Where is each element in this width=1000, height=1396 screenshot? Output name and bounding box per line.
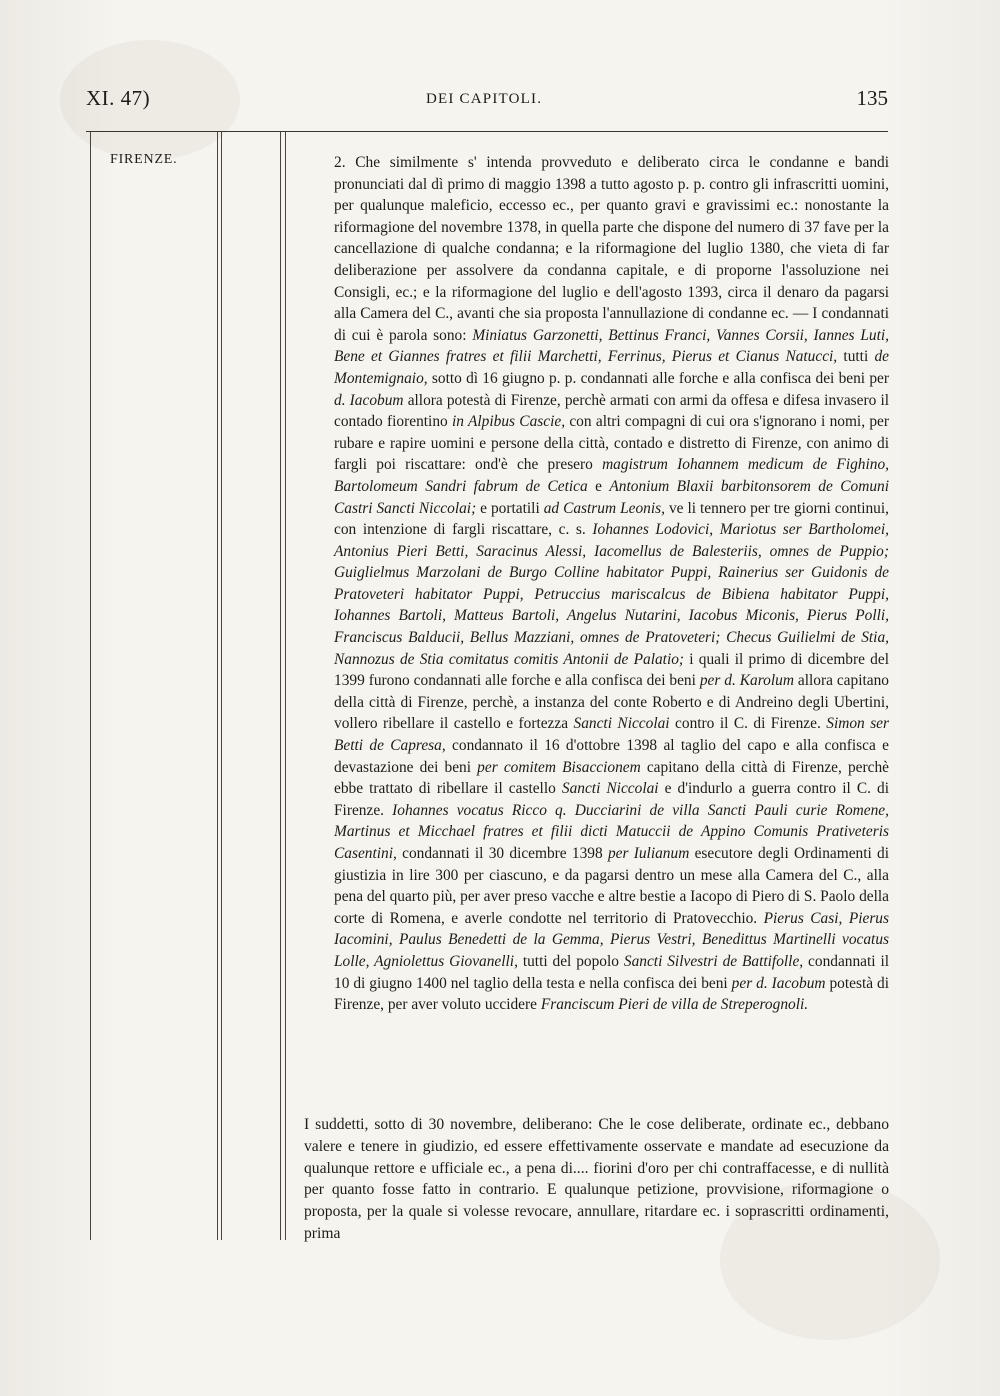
closing-paragraph: I suddetti, sotto di 30 novembre, deliberano: Che le cose deliberate, ordinate ec., debbano valere e tenere in giudizio, ed essere effettivamente osservate e mandate ad esecuzione da qualunque rettore e ufficiale ec., a pena di.... fiorini d'oro per chi contraffacesse, e di nullità per quanto fosse fatto in contrario. E qualunque petizione, provvisione, riformagione o proposta, per la quale si volesse revocare, annullare, ritardare ec. i soprascritti ordinamenti, prima — [304, 1116, 889, 1242]
text-run: i quali il primo di dicembre del 1399 furono condannati alle forche e alla confisca dei beni — [334, 650, 889, 690]
text-run: esecutore degli Ordinamenti di giustizia in lire 300 per ciascuno, e da pagarsi dentro un mese alla Camera del C., alla pena del quarto più, per aver preso vacche e altre bestie a Iacopo di Piero di S. Paolo della corte di Romena, e averle condotte nel territorio di Pratovecchio. — [334, 845, 890, 927]
text-run: allora potestà di Firenze, perchè armati con armi da offesa e difesa invasero il contado fiorentino — [334, 391, 889, 431]
text-run: potestà di Firenze, per aver voluto uccidere — [334, 974, 890, 1014]
column-rule — [280, 132, 281, 1240]
column-rule — [217, 132, 218, 1240]
italic-run: Iohannes Lodovici, Mariotus ser Bartholomei, Antonius Pieri Betti, Saracinus Alessi, Iacomellus de Balesteriis, omnes de Puppio; Guiglielmus Marzolani de Burgo Colline habitator Puppi, Rainerius ser Guidonis de Pratoveteri habitator Puppi, Petruccius mariscalcus de Bibiena habitator Puppi, Iohannes Bartoli, Matteus Bartoli, Angelus Nutarini, Iacobus Miconis, Pierus Polli, Franciscus Balducii, Bellus Mazziani, omnes de Pratoveteri; Checus Guilielmi de Stia, Nannozus de Stia comitatus comitis Antonii de Palatio; — [334, 521, 890, 668]
text-run: con altri compagni di cui ora s'ignorano i nomi, per rubare e rapire uomini e persone della città, contado e distretto di Firenze, con animo di fargli poi riscattare: ond'è che presero — [334, 413, 889, 474]
column-rule — [90, 132, 91, 1240]
text-run: condannati il 10 di giugno 1400 nel taglio della testa e nella confisca dei beni — [334, 952, 890, 992]
text-run: tutti — [837, 348, 875, 366]
text-run: e portatili — [476, 499, 544, 517]
text-run: condannato il 16 d'ottobre 1398 al taglio del capo e alla confisca e devastazione dei beni — [334, 737, 889, 776]
text-run: sotto dì 16 giugno p. p. condannati alle forche e alla confisca dei beni per — [427, 369, 889, 387]
paragraph-2 — [334, 152, 889, 1016]
italic-run: ad Castrum Leonis, — [543, 499, 665, 517]
margin-place-label: FIRENZE. — [110, 152, 178, 167]
italic-run: in Alpibus Cascie, — [452, 413, 566, 431]
page-number: 135 — [856, 86, 888, 110]
text-run: contro il C. di Firenze. — [669, 715, 827, 733]
text-run: ve li tennero per tre giorni continui, con intenzione di fargli riscattare, c. s. — [334, 499, 889, 539]
italic-run: per comitem Bisaccionem — [477, 758, 641, 776]
text-run: condannati il 30 dicembre 1398 — [396, 845, 608, 862]
running-title: DEI CAPITOLI. — [426, 91, 543, 107]
text-run: 2. Che similmente s' intenda provveduto e deliberato circa le condanne e bandi pronunciati dal dì primo di maggio 1398 a tutto agosto p. p. contro gli infrascritti uomini, per qualunque maleficio, eccesso ec., per quanto gravi e gravissimi ec.: nonostante la riformagione del novembre 1378, in quella parte che dispone del numero di 37 fave per la cancellazione di qualche condanna; e la riformagione del luglio 1380, che vieta di far deliberazione per assolvere da condanna capitale, e di proporne l'assoluzione nei Consigli, ec.; e la riformagione del luglio e dell'agosto 1393, circa il denaro da pagarsi alla Camera del C., avanti che sia proposta l'annullazione di condanne ec. — I condannati di cui è parola sono: — [334, 154, 889, 344]
italic-run: Sancti Niccolai — [573, 715, 670, 733]
italic-run: Sancti Silvestri de Battifolle, — [623, 952, 804, 970]
italic-run: Franciscum Pieri de villa de Streperognoli. — [540, 996, 809, 1014]
column-rule — [285, 132, 286, 1240]
italic-run: Pierus Casi, Pierus Iacomini, Paulus Benedetti de la Gemma, Pierus Vestri, Benedittus Martinelli vocatus Lolle, Agniolettus Giovanelli, — [334, 909, 889, 970]
italic-run: Iohannes vocatus Ricco q. Ducciarini de villa Sancti Pauli curie Romene, Martinus et Micchael fratres et filii dicti Matuccii de Appino Comunis Prativeteris Casentini, — [334, 801, 889, 862]
text-run: allora capitano della città di Firenze, perchè, a instanza del conte Roberto e di Andreino degli Ubertini, vollero ribellare il castello e fortezza — [334, 672, 889, 733]
text-run: e — [587, 477, 610, 495]
header-rule — [86, 131, 888, 132]
running-head — [86, 86, 888, 116]
italic-run: Sancti Niccolai — [561, 780, 659, 798]
italic-run: per d. Karolum — [699, 672, 794, 690]
italic-run: per Iulianum — [607, 845, 690, 862]
italic-run: Antonium Blaxii barbitonsorem de Comuni Castri Sancti Niccolai; — [334, 477, 889, 517]
text-run: capitano della città di Firenze, perchè ebbe trattato di ribellare il castello — [334, 758, 889, 798]
italic-run: d. Iacobum — [334, 391, 404, 409]
column-rule — [221, 132, 222, 1240]
italic-run: Miniatus Garzonetti, Bettinus Franci, Vannes Corsii, Iannes Luti, Bene et Giannes fratres et filii Marchetti, Ferrinus, Pierus et Cianus Natucci, — [334, 326, 889, 366]
italic-run: per d. Iacobum — [731, 974, 826, 992]
text-run: tutti del popolo — [517, 952, 624, 970]
italic-run: magistrum Iohannem medicum de Fighino, Bartolomeum Sandri fabrum de Cetica — [334, 456, 890, 495]
text-run: e d'indurlo a guerra contro il C. di Firenze. — [334, 780, 889, 819]
italic-run: Simon ser Betti de Capresa, — [334, 715, 890, 755]
italic-run: de Montemignaio, — [334, 348, 889, 387]
chapter-reference: XI. 47) — [86, 86, 151, 110]
